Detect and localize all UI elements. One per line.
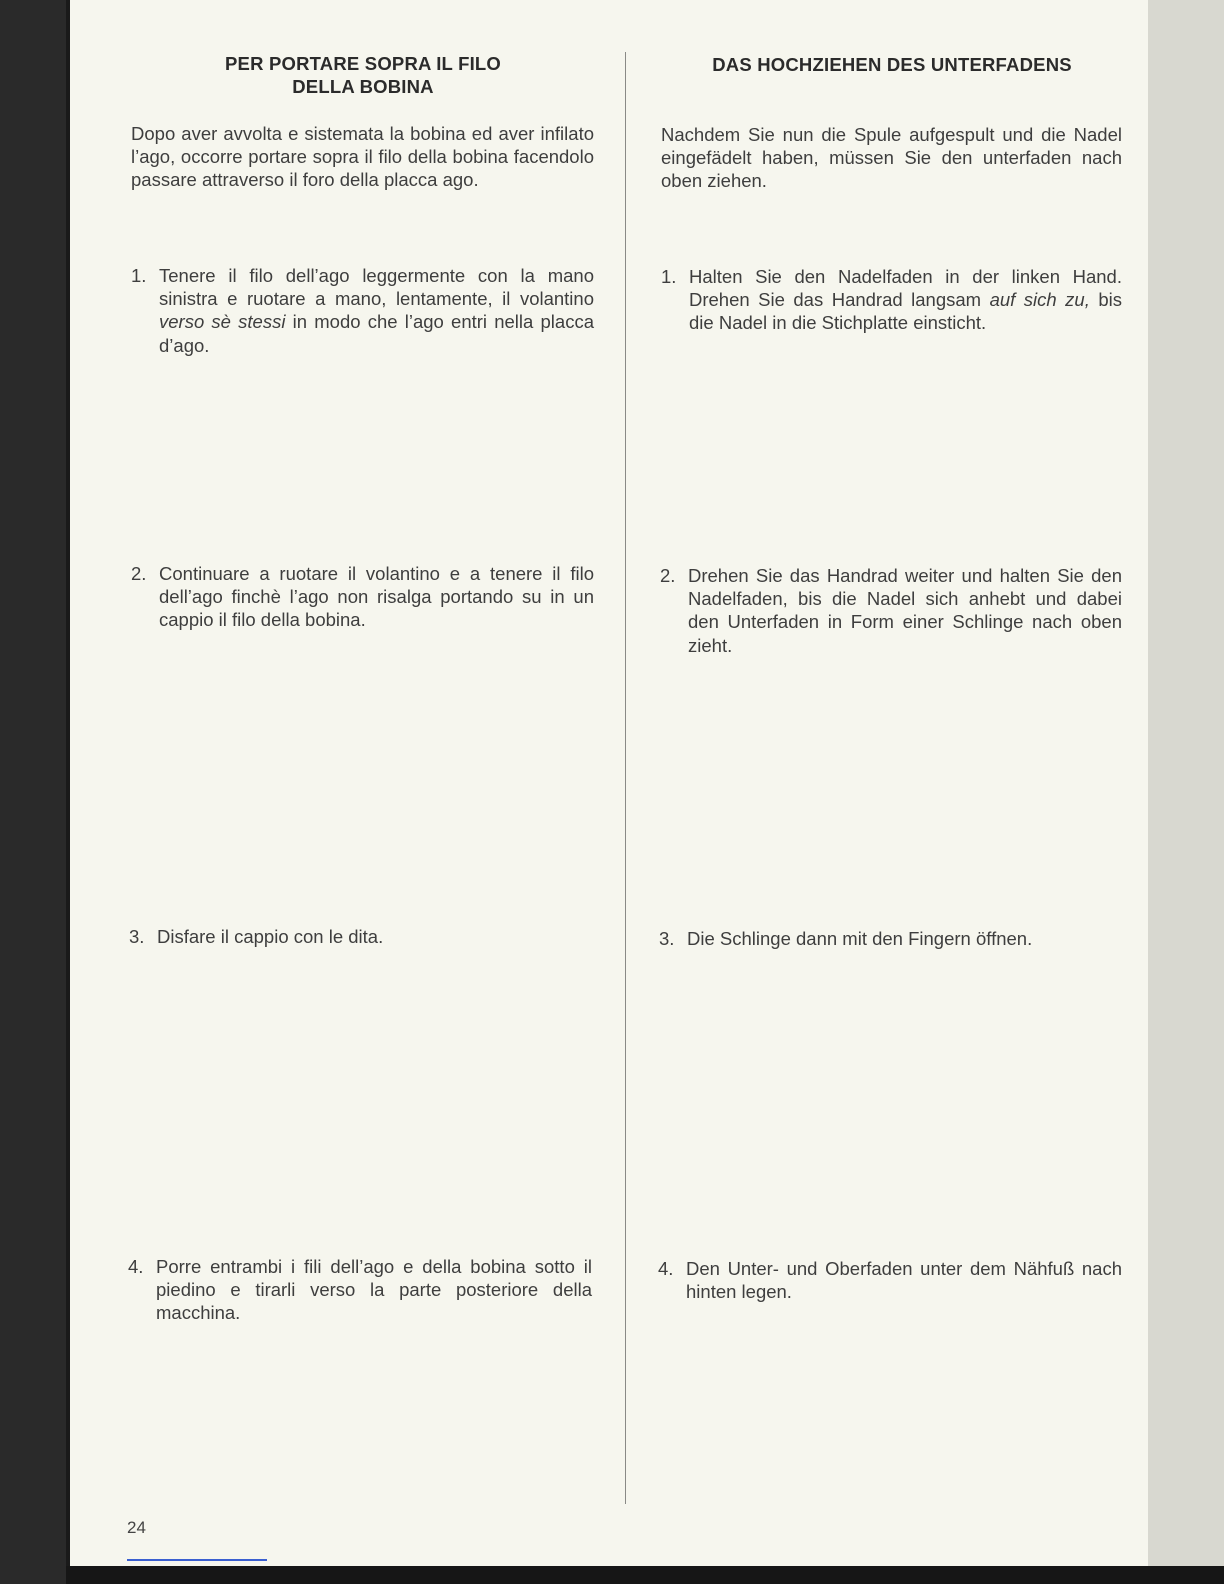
manual-page — [70, 0, 1148, 1566]
step-text — [689, 265, 1122, 335]
german-step-4 — [658, 1257, 1122, 1303]
scan-bottom-edge — [66, 1566, 1224, 1584]
italian-title-line2: DELLA BOBINA — [292, 76, 434, 97]
step-text-part: in modo che l’ago entri nella placca d’ago. — [159, 311, 594, 356]
step-number: 3. — [129, 926, 145, 947]
step-number: 1. — [661, 266, 677, 287]
italian-step-3 — [129, 925, 594, 948]
german-step-2 — [660, 564, 1122, 657]
footer-line — [127, 1559, 267, 1561]
step-number: 3. — [659, 928, 675, 949]
step-number: 2. — [660, 565, 676, 586]
step-text: Porre entrambi i fili dell’ago e della bobina sotto il piedino e tirarli verso la parte posteriore della macchina. — [156, 1256, 592, 1324]
scan-right-edge — [1148, 0, 1224, 1584]
step-text: Drehen Sie das Handrad weiter und halten Sie den Nadelfaden, bis die Nadel sich anhebt und dabei den Unterfaden in Form einer Schlinge nach oben zieht. — [688, 565, 1122, 656]
german-title: DAS HOCHZIEHEN DES UNTERFADENS — [712, 54, 1072, 75]
italian-title — [130, 52, 596, 98]
step-text-part: bis die Nadel in die Stichplatte einsticht. — [689, 289, 1122, 334]
step-number: 4. — [658, 1258, 674, 1279]
german-intro: Nachdem Sie nun die Spule aufgespult und die Nadel eingefädelt haben, müssen Sie den unterfaden nach oben ziehen. — [661, 124, 1122, 192]
step-text: Continuare a ruotare il volantino e a tenere il filo dell’ago finchè l’ago non risalga portando su in un cappio il filo della bobina. — [159, 563, 594, 631]
step-text-italic: verso sè stessi — [159, 311, 286, 333]
german-step-3 — [659, 927, 1122, 950]
step-text-part: Tenere il filo dell’ago leggermente con la mano sinistra e ruotare a mano, lentamente, il volantino — [159, 265, 594, 310]
step-number: 4. — [128, 1256, 144, 1277]
italian-title-line1: PER PORTARE SOPRA IL FILO — [224, 53, 501, 74]
step-text: Disfare il cappio con le dita. — [157, 926, 384, 947]
italian-step-2 — [131, 562, 594, 632]
italian-step-4 — [128, 1255, 592, 1325]
step-text — [159, 264, 594, 357]
step-text: Die Schlinge dann mit den Fingern öffnen. — [687, 928, 1033, 949]
italian-step-1 — [131, 264, 594, 357]
column-divider — [625, 52, 626, 1504]
step-number: 1. — [131, 265, 147, 286]
german-step-1 — [661, 265, 1122, 335]
step-text-part: Halten Sie den Nadelfaden in der linken Hand. Drehen Sie das Handrad langsam — [689, 266, 1122, 311]
italian-intro: Dopo aver avvolta e sistemata la bobina ed aver infilato l’ago, occorre portare sopra il filo della bobina facendolo passare attraverso il foro della placca ago. — [131, 123, 594, 191]
page-number: 24 — [127, 1518, 146, 1537]
step-text-italic: auf sich zu, — [989, 289, 1090, 311]
step-number: 2. — [131, 563, 147, 584]
step-text: Den Unter- und Oberfaden unter dem Nähfuß nach hinten legen. — [686, 1258, 1122, 1303]
